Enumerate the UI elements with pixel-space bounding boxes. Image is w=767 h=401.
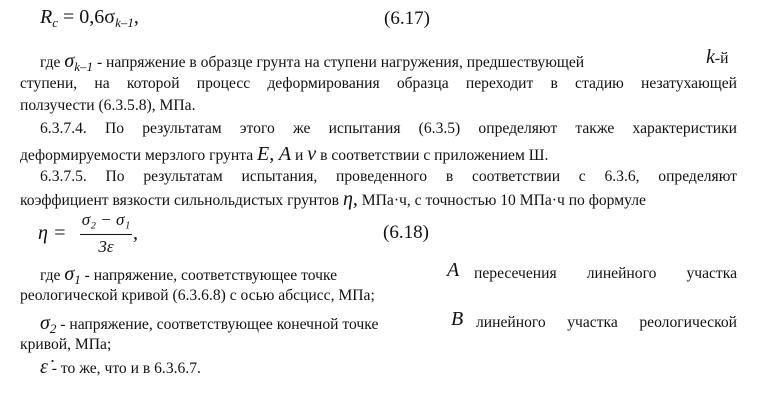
eq617-rhs-sub: k–1 (115, 15, 134, 30)
p2-symbol-v: v (307, 143, 317, 165)
p1-sigma-symbol: σ (64, 50, 75, 72)
p5-text-b: линейного участка реологической (476, 314, 737, 331)
equation-6-17 (40, 6, 139, 31)
p3-line2-a: коэффициент вязкости сильнольдистых грунтов (20, 192, 340, 209)
p1-line2: ступени, на которой процесс деформирования образца переходит в стадию незатухающей (20, 75, 737, 92)
p1-text-a: - напряжение в образце грунта на ступени нагружения, предшествующей (96, 54, 585, 71)
eq617-lhs: R (40, 6, 53, 28)
eq618-comma: , (133, 222, 138, 244)
p2-and: и (295, 147, 304, 164)
p5-sigma-sub: 2 (49, 321, 57, 336)
p1-k-suffix (706, 46, 728, 70)
p1-k-suffix-text: -й (714, 50, 729, 67)
p4-gde: где (40, 267, 61, 284)
eq618-numerator: σ₂ − σ₁ (81, 210, 131, 229)
p5-sigma-symbol: σ (40, 312, 50, 334)
eq618-lhs: η = (38, 222, 67, 244)
eq618-denominator: 3ε (98, 237, 114, 256)
p6-line (40, 356, 201, 380)
eq617-comma: , (133, 6, 139, 28)
eq617-rhs: = 0,6σ (63, 6, 116, 28)
p4-point-a: A (447, 259, 460, 281)
p2-line2-b: в соответствии с приложением Ш. (320, 147, 549, 164)
p2-line2-a: деформируемости мерзлого грунта (20, 147, 254, 164)
p1-k-symbol: k (706, 46, 715, 68)
p4-sigma-sub: 1 (74, 272, 81, 287)
p1-gde: где (40, 54, 61, 71)
p2-line1: 6.3.7.4. По результатам этого же испытания (6.3.5) определяют также характеристики (40, 120, 737, 137)
p4-text-b: пересечения линейного участка (474, 265, 737, 282)
p4-sigma-symbol: σ (64, 263, 75, 285)
p5-text-a: - напряжение, соответствующее конечной точке (60, 316, 379, 333)
p1-sigma-sub: k–1 (74, 59, 94, 74)
p5-point-b: B (451, 308, 464, 330)
eq617-lhs-sub: c (52, 15, 58, 30)
p4-text-a: - напряжение, соответствующее точке (84, 267, 338, 284)
p5-line2: кривой, МПа; (20, 336, 112, 353)
p4-line2: реологической кривой (6.3.6.8) с осью абсцисс, МПа; (20, 287, 375, 304)
p3-eta-symbol: η, (342, 188, 358, 210)
p3-line1: 6.3.7.5. По результатам испытания, проведенного в соответствии с 6.3.6, определяют (40, 168, 737, 185)
eq618-fraction (80, 210, 132, 260)
p3-line2 (20, 188, 646, 212)
p2-line2 (20, 143, 548, 167)
p6-text: - то же, что и в 6.3.6.7. (51, 360, 201, 377)
p1-line3: ползучести (6.3.5.8), МПа. (20, 97, 196, 114)
p6-epsilon-dot-symbol: ε̇ (40, 356, 48, 378)
eq618-fraction-bar (80, 234, 132, 235)
p3-line2-b: МПа·ч, с точностью 10 МПа·ч по формуле (361, 192, 646, 209)
equation-number-6-17: (6.17) (384, 8, 430, 29)
p2-symbol-ea: E, A (257, 143, 292, 165)
equation-number-6-18: (6.18) (383, 222, 429, 243)
